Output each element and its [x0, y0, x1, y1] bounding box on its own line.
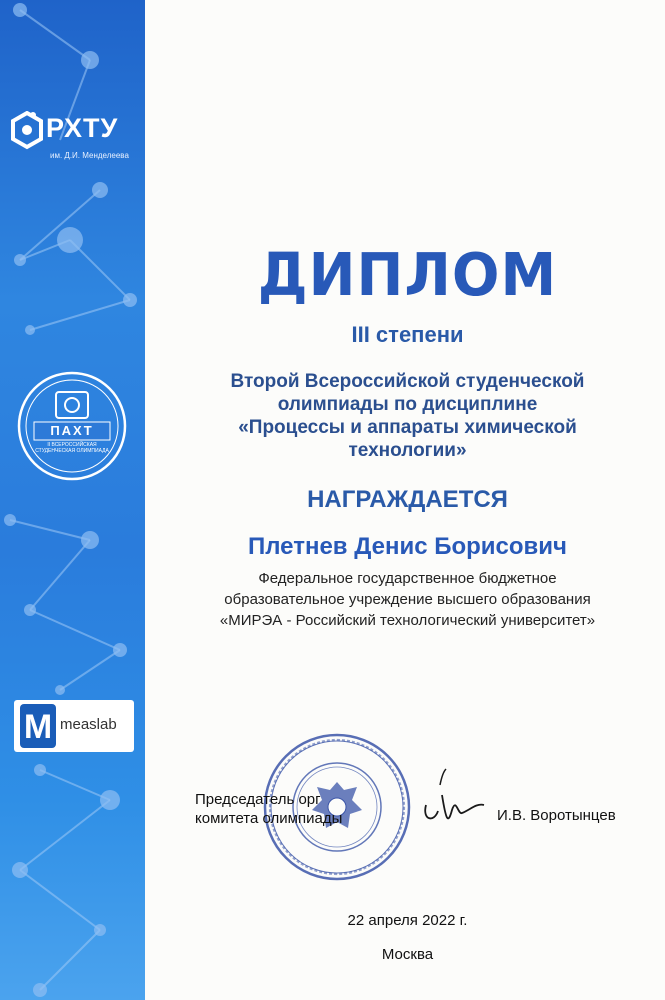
organization-line: образовательное учреждение высшего образования [224, 591, 591, 608]
recipient-name: Плетнев Денис Борисович [247, 533, 567, 560]
issue-city: Москва [381, 946, 434, 963]
description-line: «Процессы и аппараты химической [238, 417, 577, 438]
emblem-name: ПАХТ [50, 423, 94, 438]
issue-date: 22 апреля 2022 г. [347, 912, 468, 929]
measlab-logo-letter: M [20, 704, 56, 748]
olympiad-description [150, 370, 665, 462]
left-decorative-band [0, 0, 145, 1000]
signer-name: И.В. Воротынцев [497, 807, 616, 824]
rxtu-logo-text: РХТУ [46, 113, 119, 143]
flask-logo-icon [10, 111, 44, 151]
olympiad-emblem [16, 370, 128, 482]
organization-line: Федеральное государственное бюджетное [258, 570, 557, 587]
measlab-sponsor-logo [14, 700, 134, 752]
organization-line: «МИРЭА - Российский технологический университет» [219, 612, 596, 629]
recipient-organization [150, 568, 665, 631]
diploma-title: ДИПЛОМ [257, 241, 558, 310]
rxtu-logo [10, 105, 140, 165]
chairman-title [195, 790, 342, 828]
description-line: Второй Всероссийской студенческой [230, 371, 585, 392]
measlab-logo-text: measlab [60, 716, 117, 733]
chairman-title-line: Председатель орг [195, 791, 321, 808]
rxtu-logo-subtitle: им. Д.И. Менделеева [50, 151, 129, 160]
signature-icon [412, 765, 502, 835]
description-line: олимпиады по дисциплине [277, 394, 538, 415]
emblem-subtitle: II ВСЕРОССИЙСКАЯ СТУДЕНЧЕСКАЯ ОЛИМПИАДА [35, 442, 109, 454]
chairman-title-line: комитета олимпиады [195, 810, 343, 827]
diploma-degree: III степени [351, 322, 464, 347]
description-line: технологии» [348, 440, 467, 461]
awarded-heading: НАГРАЖДАЕТСЯ [307, 486, 508, 513]
